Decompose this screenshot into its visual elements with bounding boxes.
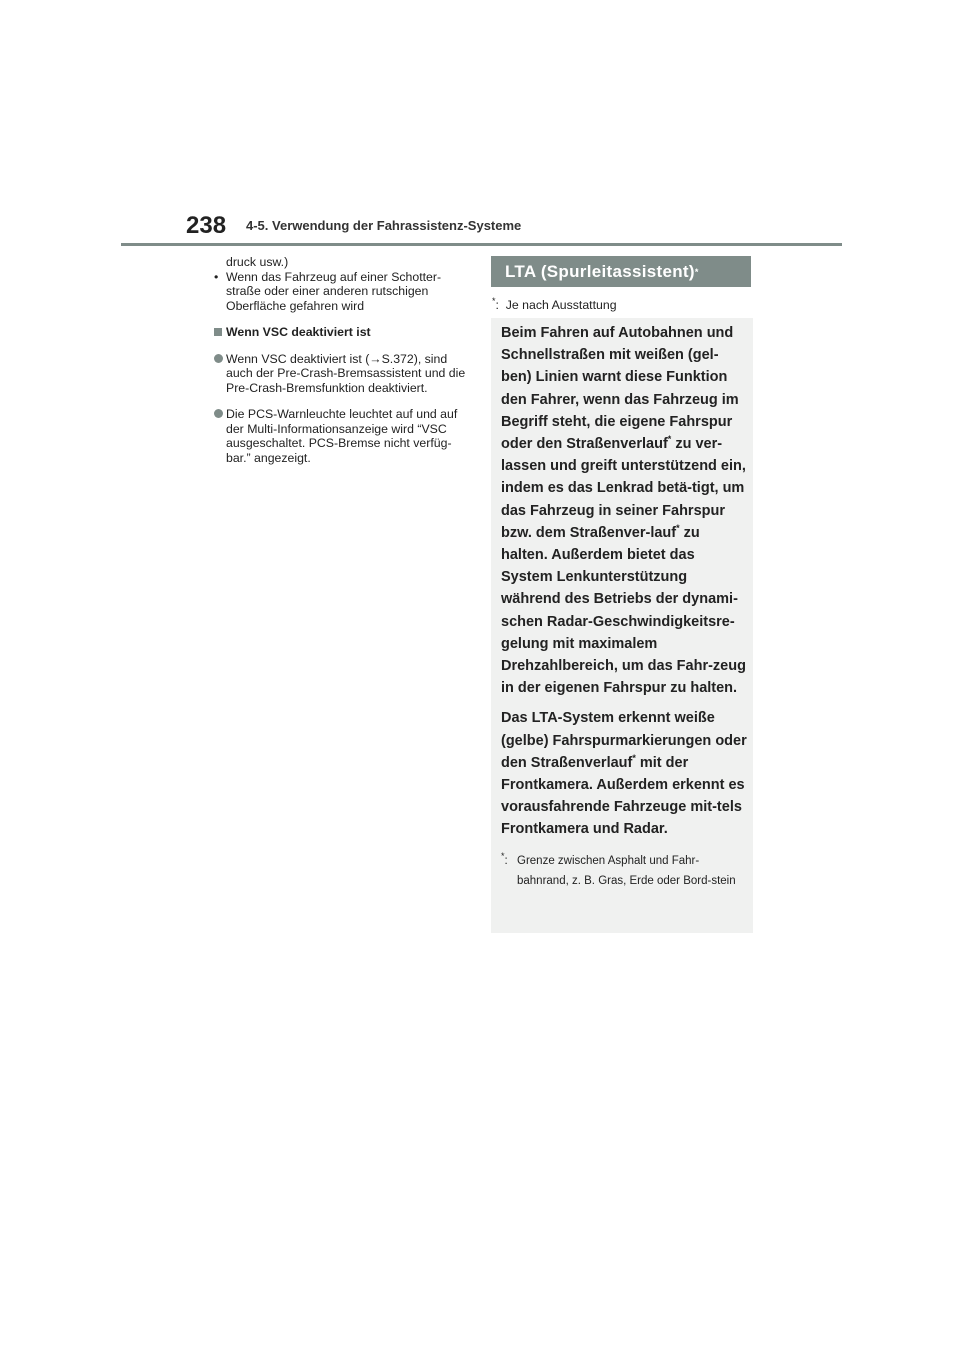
circle-bullet-icon bbox=[214, 409, 223, 418]
continued-text: druck usw.) bbox=[226, 255, 289, 269]
paragraph-text: Das LTA-System erkennt weiße (gelbe) Fahrspurmarkierungen oder den Straßenverlauf bbox=[501, 710, 747, 771]
lta-heading-text: LTA (Spurleitassistent) bbox=[505, 261, 695, 281]
section-title: 4-5. Verwendung der Fahrassistenz-Systeme bbox=[246, 218, 522, 233]
lta-section-heading: LTA (Spurleitassistent) * bbox=[491, 256, 751, 287]
footnote-label: : bbox=[504, 854, 508, 867]
left-column bbox=[214, 255, 466, 465]
circle-bullet-icon bbox=[214, 354, 223, 363]
asterisk-mark: * bbox=[501, 850, 505, 861]
availability-note bbox=[492, 295, 617, 312]
subheading-text: Wenn VSC deaktiviert ist bbox=[226, 325, 371, 339]
footnote-mark bbox=[501, 851, 508, 871]
paragraph-text: Beim Fahren auf Autobahnen und Schnellstraßen mit weißen (gel-ben) Linien warnt diese Funktion den Fahrer, wenn das Fahrzeug im Begriff steht, die eigene Fahrspur oder den Straßenverlauf bbox=[501, 325, 739, 453]
bullet-item-1 bbox=[214, 352, 466, 396]
asterisk-mark: * bbox=[492, 295, 496, 306]
header-divider bbox=[121, 243, 842, 246]
list-item-text: Wenn das Fahrzeug auf einer Schotter-straße oder einer anderen rutschigen Oberfläche gefahren wird bbox=[226, 269, 442, 313]
paragraph-text: zu ver-lassen und greift unterstützend ein, indem es das Lenkrad betä-tigt, um das Fahrzeug in seiner Fahrspur bzw. dem Straßenver-lauf bbox=[501, 436, 746, 541]
square-bullet-icon bbox=[214, 328, 222, 336]
asterisk-mark: * bbox=[667, 434, 672, 445]
footnote-text: Grenze zwischen Asphalt und Fahr-bahnrand, z. B. Gras, Erde oder Bord-stein bbox=[517, 854, 736, 887]
asterisk-mark: * bbox=[676, 523, 680, 533]
bullet-item-2 bbox=[214, 407, 466, 465]
subheading bbox=[214, 325, 466, 340]
availability-label: : bbox=[495, 298, 499, 312]
description-paragraph-1 bbox=[501, 322, 749, 699]
description-paragraph-2 bbox=[501, 707, 749, 840]
asterisk-mark: * bbox=[632, 753, 636, 764]
availability-text: Je nach Ausstattung bbox=[505, 298, 617, 312]
bullet-text: Die PCS-Warnleuchte leuchtet auf und auf der Multi-Informationsanzeige wird “VSC ausgeschaltet. PCS-Bremse nicht verfüg-bar.” angezeigt. bbox=[226, 407, 458, 465]
list-item bbox=[214, 270, 466, 314]
paragraph-text: mit der Frontkamera. Außerdem erkennt es vorausfahrende Fahrzeuge mit-tels Frontkamera und Radar. bbox=[501, 754, 745, 838]
bullet-text: Wenn VSC deaktiviert ist (→S.372), sind auch der Pre-Crash-Bremsassistent und die Pre-Crash-Bremsfunktion deaktiviert. bbox=[226, 351, 466, 395]
bullet-dot: • bbox=[214, 269, 219, 284]
lta-description-box bbox=[491, 318, 753, 933]
page-number: 238 bbox=[186, 212, 227, 239]
paragraph-text: zu halten. Außerdem bietet das System Lenkunterstützung während des Betriebs der dynami-schen Radar-Geschwindigkeitsre-gelung mit maximalem Drehzahlbereich, um das Fahr-zeug in der eigenen Fahrspur zu halten. bbox=[501, 524, 746, 697]
footnote bbox=[501, 851, 749, 891]
